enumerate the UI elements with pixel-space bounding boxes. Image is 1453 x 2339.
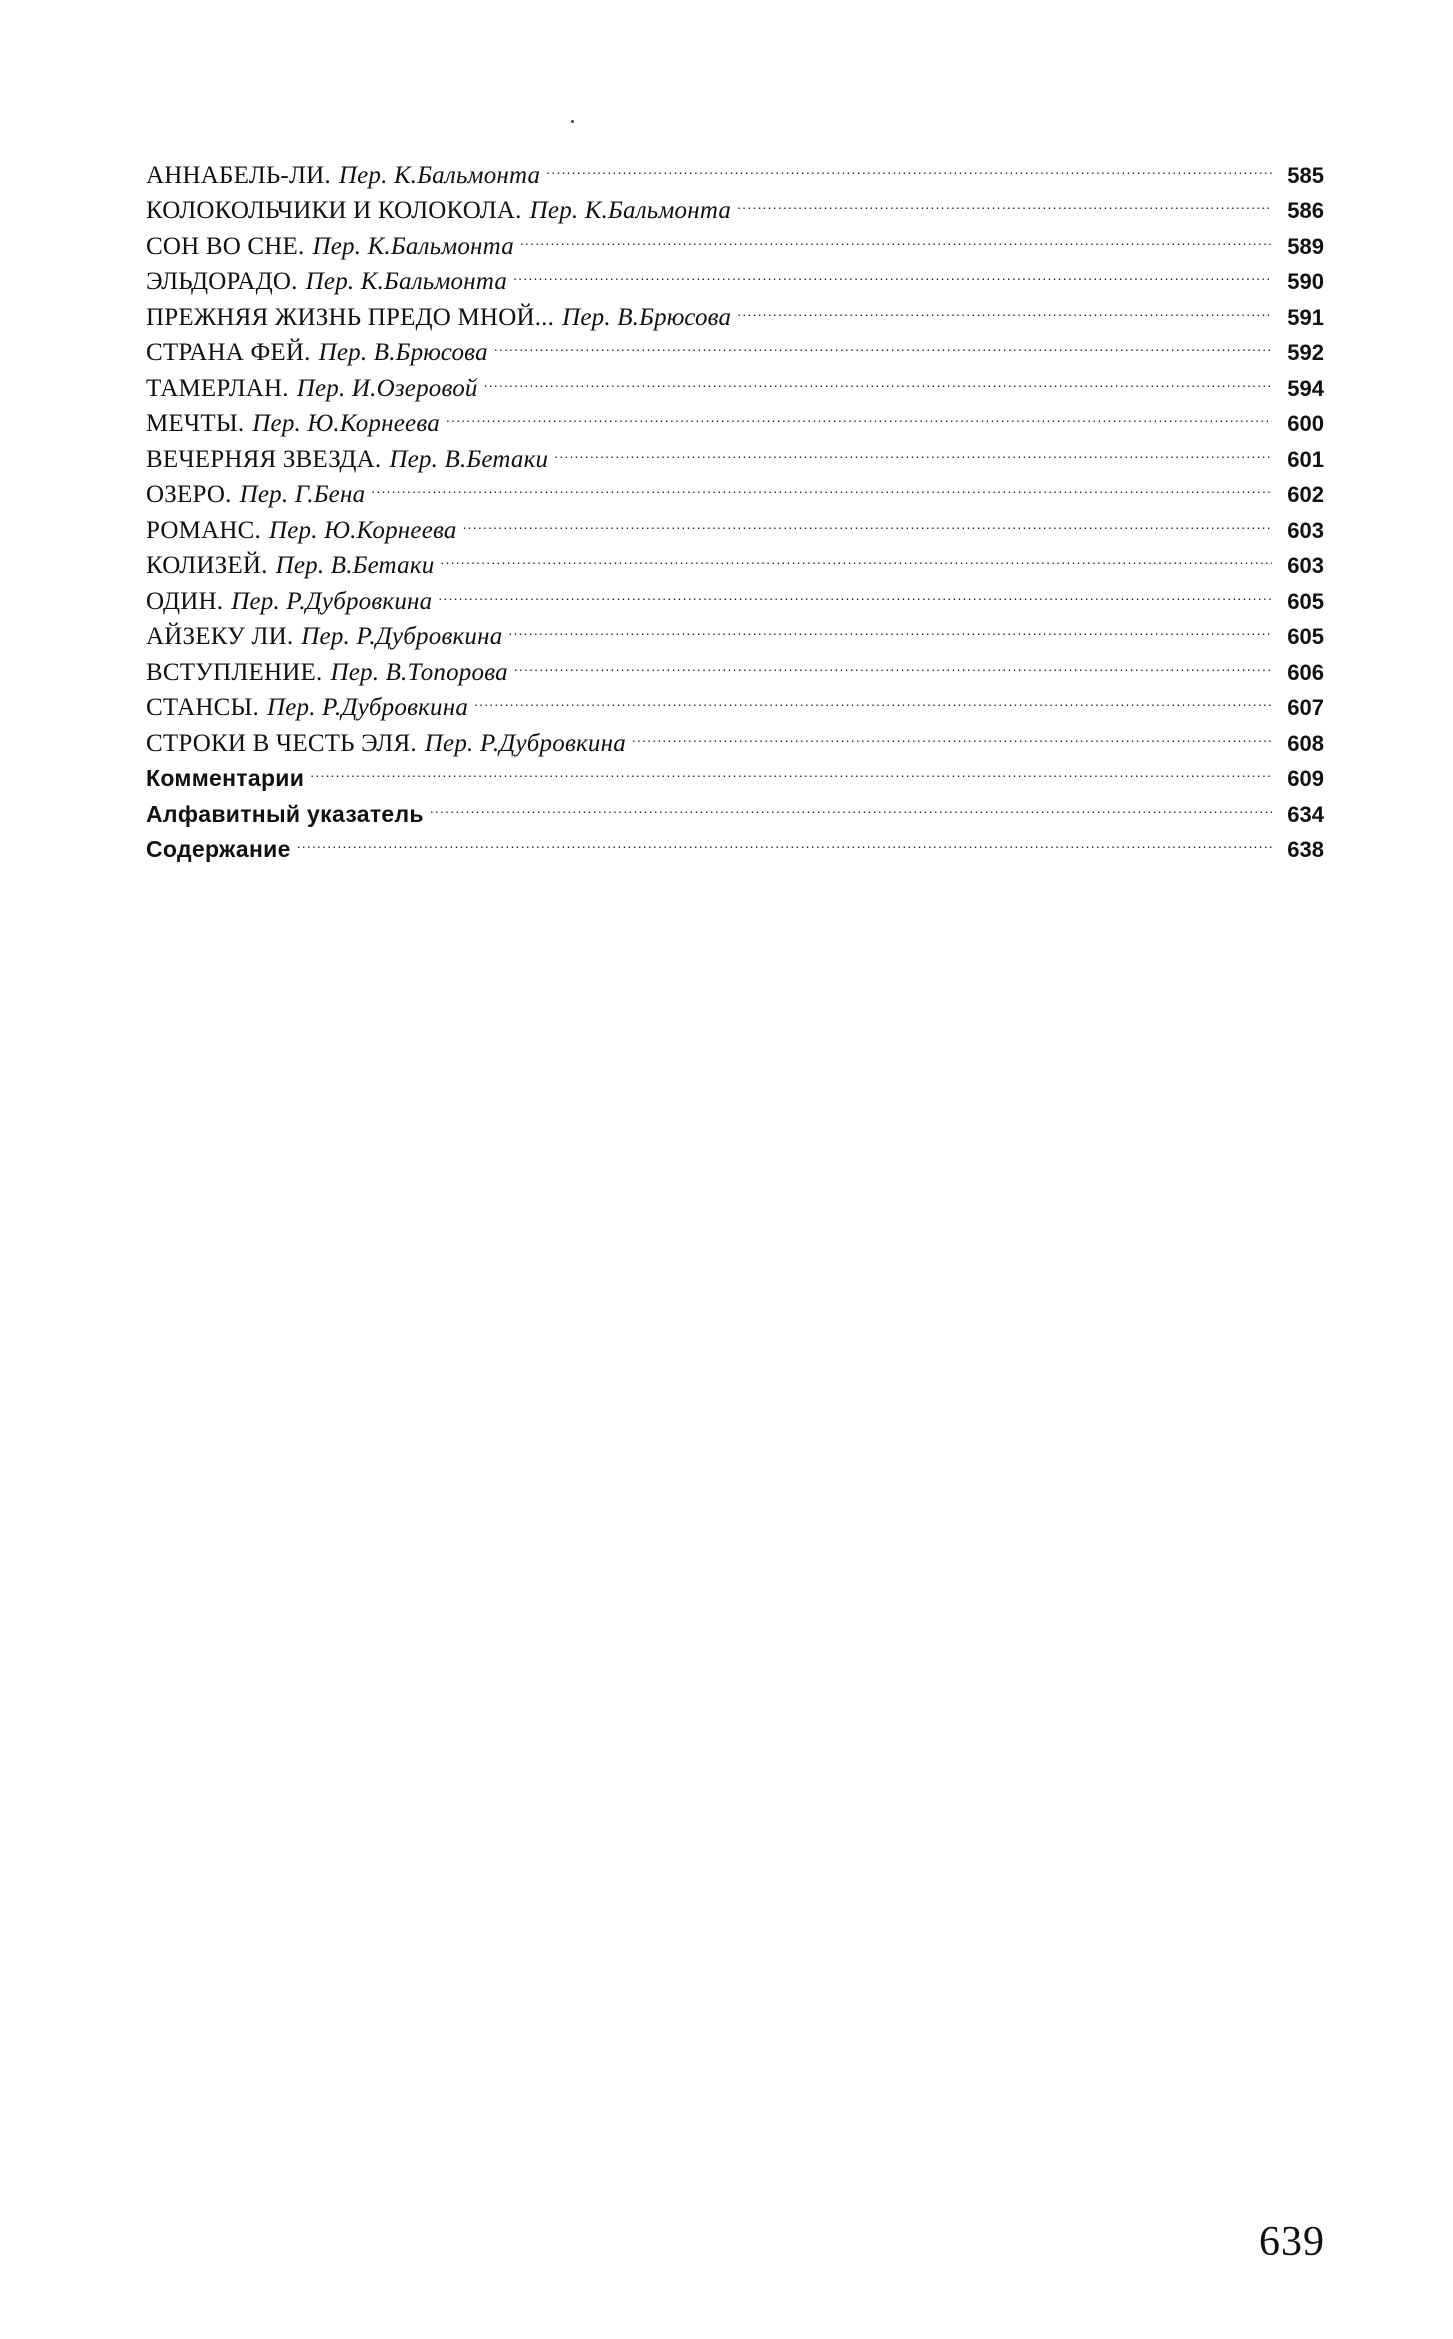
toc-entry-title: ПРЕЖНЯЯ ЖИЗНЬ ПРЕДО МНОЙ... [146, 303, 555, 331]
dot-leader [520, 218, 1272, 254]
page-number: 639 [1259, 2219, 1325, 2265]
toc-entry-title: ОЗЕРО. [146, 481, 232, 508]
toc-entry-title-group [146, 406, 440, 442]
toc-entry-title-group [146, 690, 468, 726]
toc-section-title: Комментарии [146, 765, 305, 791]
dot-leader [474, 680, 1272, 716]
toc-entry-title: АЙЗЕКУ ЛИ. [146, 623, 294, 650]
toc-section-index [146, 786, 1324, 827]
toc-entry-translator: Пер. В.Брюсова [318, 339, 488, 366]
toc-entry-translator: Пер. К.Бальмонта [305, 268, 508, 295]
dot-leader [494, 325, 1272, 361]
dot-leader [513, 254, 1272, 290]
toc-entry-translator: Пер. В.Бетаки [275, 552, 435, 579]
toc-entry-title: МЕЧТЫ. [146, 410, 245, 437]
dot-leader [632, 715, 1272, 751]
dot-leader [546, 147, 1272, 183]
toc-entry-translator: Пер. Р.Дубровкина [266, 694, 469, 721]
toc-entry-title: ОДИН. [146, 587, 224, 615]
toc-entry-translator: Пер. Р.Дубровкина [301, 623, 503, 650]
toc-entry-page: 591 [1287, 304, 1324, 330]
toc-entry-page: 592 [1287, 340, 1324, 365]
toc-entry-page: 589 [1287, 233, 1324, 259]
toc-entry-page: 607 [1287, 695, 1324, 720]
toc-entry-title: ЭЛЬДОРАДО. [146, 268, 298, 295]
toc-entry-title: КОЛИЗЕЙ. [146, 552, 268, 579]
toc-entry-title-group [146, 335, 488, 371]
toc-section-contents [146, 822, 1324, 862]
toc-entry-title-group [146, 584, 432, 620]
toc-entry-page: 606 [1287, 659, 1324, 685]
toc-entry-title: АННАБЕЛЬ-ЛИ. [146, 161, 331, 189]
toc-entry [146, 147, 1324, 189]
dot-leader [484, 360, 1272, 396]
toc-entry-title-group [146, 548, 434, 584]
toc-entry-title: ТАМЕРЛАН. [146, 374, 289, 402]
dot-leader [508, 609, 1272, 645]
dot-leader [310, 751, 1272, 787]
toc-entry-title: СТАНСЫ. [146, 694, 259, 721]
toc-entry-page: 601 [1287, 446, 1324, 472]
dot-leader [737, 183, 1272, 219]
dot-leader [430, 786, 1272, 822]
dot-leader [438, 573, 1272, 609]
toc-entry-page: 600 [1287, 411, 1324, 436]
toc-entry-title-group [146, 655, 508, 691]
toc-entry-translator: Пер. К.Бальмонта [529, 197, 732, 224]
toc-entry-title: ВЕЧЕРНЯЯ ЗВЕЗДА. [146, 445, 382, 473]
table-of-contents [146, 147, 1324, 862]
toc-entry-title-group [146, 513, 457, 549]
toc-entry-translator: Пер. Ю.Корнеева [268, 516, 457, 544]
toc-entry-translator: Пер. В.Бетаки [389, 445, 549, 473]
toc-entry-title-group [146, 158, 540, 194]
dot-leader [737, 289, 1272, 325]
dot-leader [371, 467, 1272, 503]
toc-section-comments [146, 751, 1324, 791]
toc-entry-page: 603 [1287, 553, 1324, 578]
toc-section-page: 609 [1287, 766, 1324, 791]
toc-entry-page: 605 [1287, 588, 1324, 614]
toc-entry-page: 585 [1287, 162, 1324, 188]
toc-entry-translator: Пер. И.Озеровой [296, 374, 478, 402]
toc-entry-title-group [146, 229, 514, 265]
toc-section-page: 634 [1287, 801, 1324, 827]
toc-entry-translator: Пер. К.Бальмонта [338, 161, 541, 189]
toc-entry-translator: Пер. Р.Дубровкина [424, 729, 626, 757]
dot-leader [440, 538, 1272, 574]
toc-entry-title-group [146, 619, 502, 655]
toc-section-title: Алфавитный указатель [146, 800, 424, 827]
print-speck [571, 120, 574, 123]
toc-entry-title: СТРОКИ В ЧЕСТЬ ЭЛЯ. [146, 729, 417, 757]
dot-leader [297, 822, 1272, 858]
toc-entry-title-group [146, 477, 365, 513]
toc-entry-page: 608 [1287, 730, 1324, 756]
dot-leader [463, 502, 1272, 538]
toc-entry-translator: Пер. Г.Бена [239, 481, 366, 508]
toc-entry-page: 586 [1287, 198, 1324, 223]
toc-entry-page: 602 [1287, 482, 1324, 507]
toc-entry-title: ВСТУПЛЕНИЕ. [146, 658, 323, 686]
toc-entry-page: 590 [1287, 269, 1324, 294]
toc-section-title: Содержание [146, 836, 291, 862]
toc-entry-title: КОЛОКОЛЬЧИКИ И КОЛОКОЛА. [146, 197, 522, 224]
toc-entry-page: 603 [1287, 517, 1324, 543]
toc-entry-title: СТРАНА ФЕЙ. [146, 339, 311, 366]
toc-entry-translator: Пер. К.Бальмонта [312, 232, 514, 260]
toc-entry-translator: Пер. В.Брюсова [562, 303, 732, 331]
toc-section-page: 638 [1287, 837, 1324, 862]
toc-entry-page: 605 [1287, 624, 1324, 649]
toc-entry-translator: Пер. В.Топорова [330, 658, 508, 686]
toc-entry-title: СОН ВО СНЕ. [146, 232, 305, 260]
toc-entry-title: РОМАНС. [146, 516, 261, 544]
toc-entry-translator: Пер. Ю.Корнеева [252, 410, 440, 437]
dot-leader [514, 644, 1272, 680]
toc-entry-translator: Пер. Р.Дубровкина [231, 587, 433, 615]
toc-entry-title-group [146, 371, 478, 407]
toc-entry-title-group [146, 264, 507, 300]
toc-entry-page: 594 [1287, 375, 1324, 401]
dot-leader [554, 431, 1272, 467]
dot-leader [446, 396, 1272, 432]
